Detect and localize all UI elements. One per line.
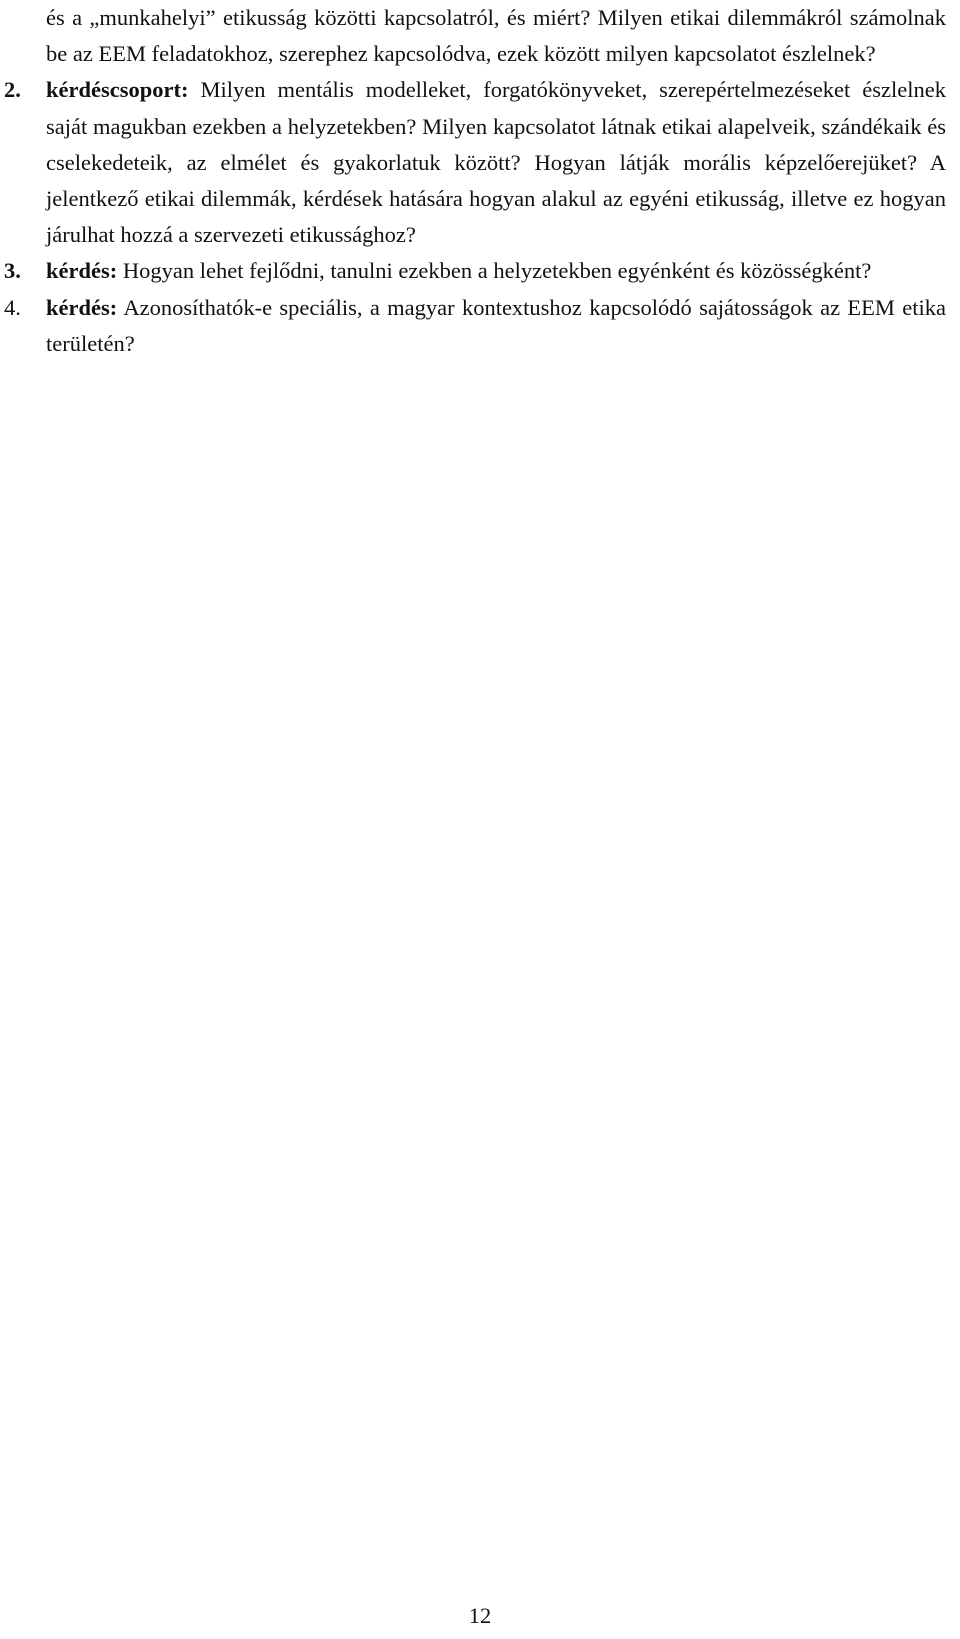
- item-label: kérdés:: [46, 294, 118, 320]
- item-number: 3.: [4, 258, 21, 284]
- page-number: 12: [468, 1603, 492, 1628]
- item-label: kérdés:: [46, 258, 118, 284]
- item-number: 2.: [4, 77, 21, 103]
- body-text: [4, 0, 946, 362]
- item-label: kérdéscsoport:: [46, 77, 189, 103]
- question-3: [4, 253, 946, 289]
- item-text: Milyen mentális modelleket, forgatókönyveket, szerepértelmezéseket észlelnek saját magukban ezekben a helyzetekben? Milyen kapcsolatot látnak etikai alapelveik, szándékaik és cselekedeteik, az elmélet és gyakorlatuk között? Hogyan látják morális képzelőerejüket? A jelentkező etikai dilemmák, kérdések hatására hogyan alakul az egyéni etikusság, illetve ez hogyan járulhat hozzá a szervezeti etikussághoz?: [46, 77, 946, 248]
- question-group-2: [4, 72, 946, 253]
- item-text: Hogyan lehet fejlődni, tanulni ezekben a helyzetekben egyénként és közösségként?: [117, 258, 872, 284]
- intro-paragraph: és a „munkahelyi” etikusság közötti kapcsolatról, és miért? Milyen etikai dilemmákról számolnak be az EEM feladatokhoz, szerephez kapcsolódva, ezek között milyen kapcsolatot észlelnek?: [46, 5, 946, 67]
- item-text: Azonosíthatók-e speciális, a magyar kontextushoz kapcsolódó sajátosságok az EEM etika területén?: [46, 294, 946, 356]
- question-4: [4, 290, 946, 362]
- item-number: 4.: [4, 294, 21, 320]
